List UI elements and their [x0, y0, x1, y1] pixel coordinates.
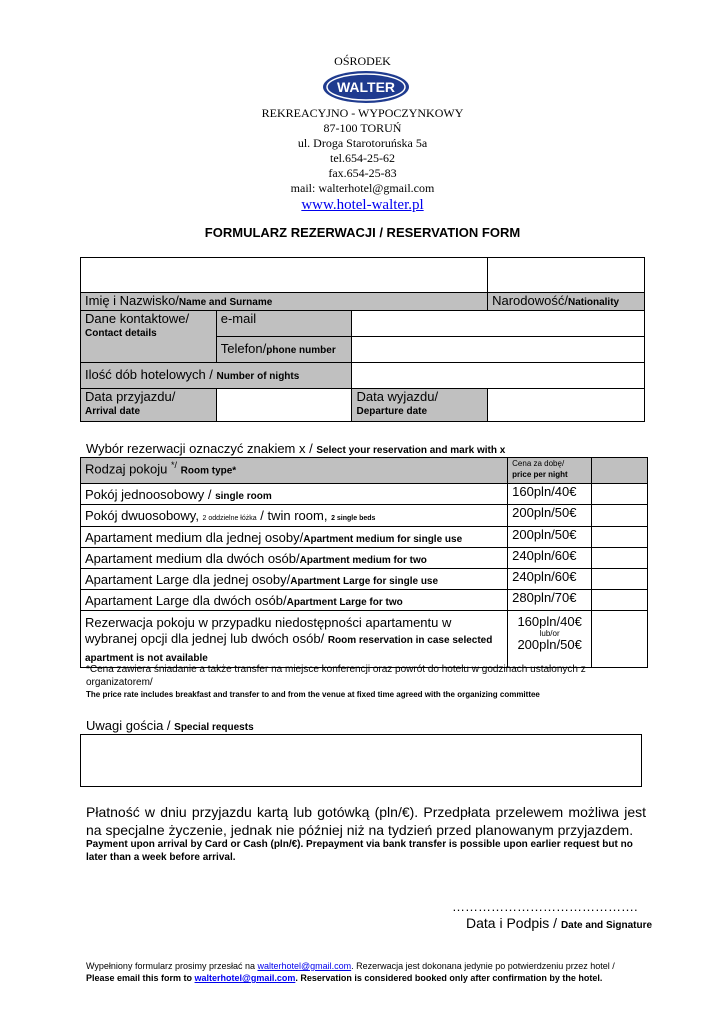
nationality-label: Narodowość/Nationality — [488, 293, 645, 311]
email-field[interactable] — [352, 311, 645, 337]
phone-label: Telefon/phone number — [216, 337, 352, 363]
header-tel: tel.654-25-62 — [330, 151, 395, 165]
room-mark-cell[interactable] — [592, 527, 648, 548]
price-header: Cena za dobę/ price per night — [508, 458, 592, 484]
email-label: e-mail — [216, 311, 352, 337]
walter-logo — [322, 70, 410, 104]
room-mark-cell[interactable] — [592, 505, 648, 527]
room-mark-cell[interactable] — [592, 569, 648, 590]
room-row: Apartament Large dla dwóch osób/Apartment Large for two — [81, 590, 508, 611]
header-line1: OŚRODEK — [334, 54, 391, 68]
arrival-label: Data przyjazdu/ Arrival date — [81, 389, 217, 422]
departure-field[interactable] — [488, 389, 645, 422]
requests-label: Uwagi gościa / Special requests — [86, 718, 254, 733]
header-fax: fax.654-25-83 — [328, 166, 397, 180]
room-price: 160pln/40€ — [508, 484, 592, 505]
room-row-special: Rezerwacja pokoju w przypadku niedostępności apartamentu w wybranej opcji dla jednej lub dwóch osób/ Room reservation in case selected apartment is not available — [81, 611, 508, 668]
payment-text-pl: Płatność w dniu przyjazdu kartą lub gotówką (pln/€). Przedpłata przelewem możliwa jest na specjalne życzenie, jednak nie później niż na tydzień przed planowanym przyjazdem. — [86, 804, 646, 838]
room-mark-cell[interactable] — [592, 611, 648, 668]
guest-table — [80, 257, 645, 422]
header-postal: 87-100 TORUŃ — [323, 121, 402, 135]
room-row: Apartament medium dla dwóch osób/Apartment medium for two — [81, 548, 508, 569]
room-price: 280pln/70€ — [508, 590, 592, 611]
room-mark-cell[interactable] — [592, 548, 648, 569]
room-mark-cell[interactable] — [592, 484, 648, 505]
room-row: Pokój jednoosobowy / single room — [81, 484, 508, 505]
mark-header — [592, 458, 648, 484]
room-type-header: Rodzaj pokoju */ Room type* — [81, 458, 508, 484]
header-street: ul. Droga Starotoruńska 5a — [297, 136, 428, 150]
room-row: Pokój dwuosobowy, 2 oddzielne łóżka / twin room, 2 single beds — [81, 505, 508, 527]
phone-field[interactable] — [352, 337, 645, 363]
room-price: 240pln/60€ — [508, 548, 592, 569]
departure-label: Data wyjazdu/ Departure date — [352, 389, 488, 422]
nights-field[interactable] — [352, 363, 645, 389]
room-price: 200pln/50€ — [508, 505, 592, 527]
header-mail: mail: walterhotel@gmail.com — [290, 181, 435, 195]
name-label: Imię i Nazwisko/Name and Surname — [81, 293, 488, 311]
nationality-input-cell[interactable] — [488, 258, 645, 293]
special-price: 160pln/40€ lub/or 200pln/50€ — [508, 611, 592, 668]
selection-note: Wybór rezerwacji oznaczyć znakiem x / Select your reservation and mark with x — [86, 441, 506, 456]
email-link[interactable]: walterhotel@gmail.com — [257, 961, 352, 971]
signature-label: Data i Podpis / Date and Signature — [466, 915, 653, 931]
payment-text-en: Payment upon arrival by Card or Cash (pln/€). Prepayment via bank transfer is possible upon earlier request but no later than a week before arrival. — [86, 839, 633, 863]
room-mark-cell[interactable] — [592, 590, 648, 611]
room-row: Apartament Large dla jednej osoby/Apartment Large for single use — [81, 569, 508, 590]
special-requests-field[interactable] — [80, 734, 642, 787]
arrival-field[interactable] — [216, 389, 352, 422]
nights-label: Ilość dób hotelowych / Number of nights — [81, 363, 352, 389]
email-link[interactable]: walterhotel@gmail.com — [194, 973, 296, 983]
signature-line: ……………………………………. — [452, 899, 638, 914]
name-input-cell[interactable] — [81, 258, 488, 293]
website-link[interactable]: www.hotel-walter.pl — [301, 197, 424, 213]
room-price: 240pln/60€ — [508, 569, 592, 590]
contact-label: Dane kontaktowe/ Contact details — [81, 311, 217, 363]
form-title: FORMULARZ REZERWACJI / RESERVATION FORM — [204, 225, 521, 240]
svg-text:WALTER: WALTER — [336, 79, 396, 95]
rooms-table — [80, 457, 648, 668]
footnote: *Cena zawiera śniadanie a także transfer na miejsce konferencji oraz powrót do hotelu w godzinach ustalonych z organizatorem/ The price rate includes breakfast and transfer to and from the venue at fixed time agreed with the organizing committee — [86, 664, 586, 699]
header-line2: REKREACYJNO - WYPOCZYNKOWY — [261, 106, 464, 120]
bottom-note: Wypełniony formularz prosimy przesłać na walterhotel@gmail.com. Rezerwacja jest dokonana jedynie po potwierdzeniu przez hotel / Please email this form to walterhotel@gmail.com. Reservation is considered booked only after confirmation by the hotel. — [86, 961, 615, 983]
room-row: Apartament medium dla jednej osoby/Apartment medium for single use — [81, 527, 508, 548]
room-price: 200pln/50€ — [508, 527, 592, 548]
